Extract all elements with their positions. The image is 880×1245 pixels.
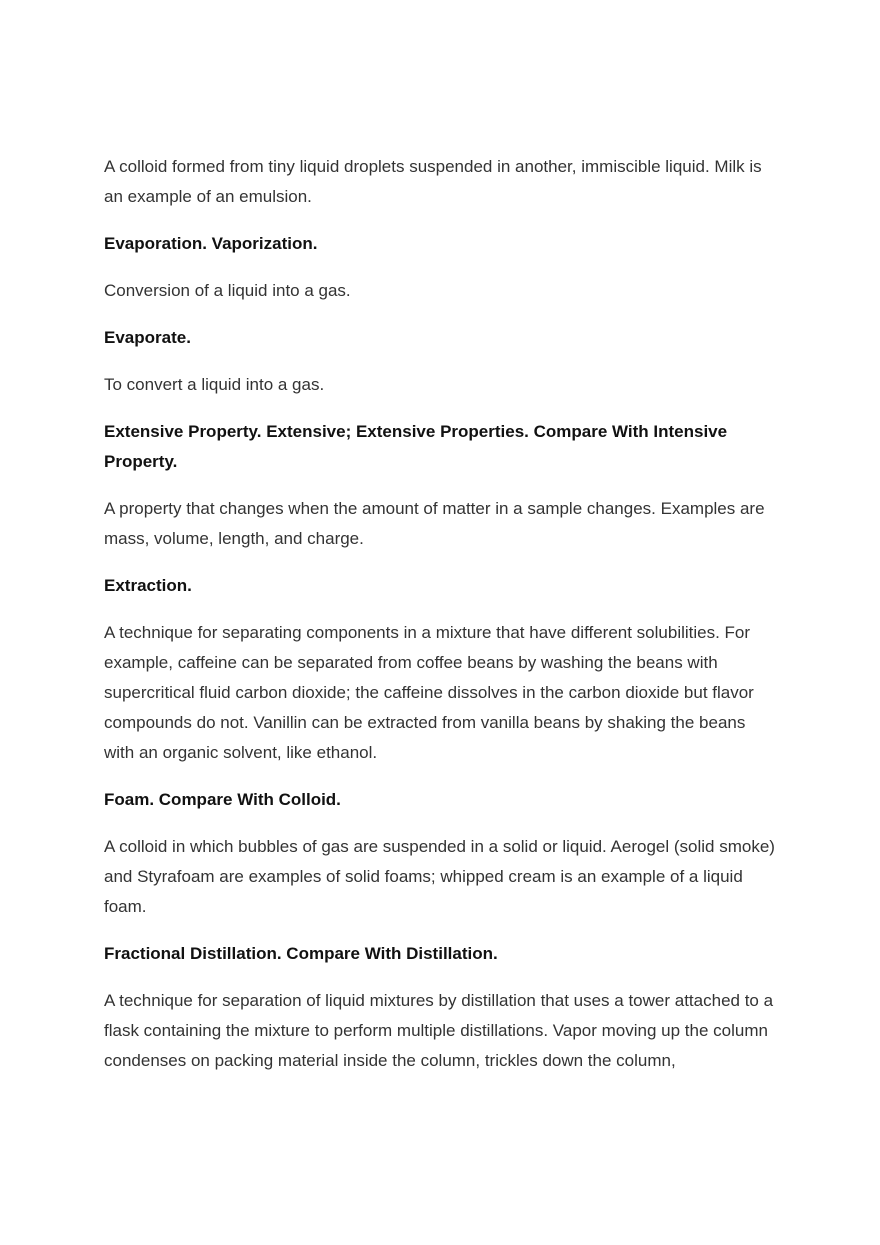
- definition-evaporation: Conversion of a liquid into a gas.: [104, 281, 351, 300]
- glossary-page: [104, 152, 780, 1093]
- term-extraction: Extraction.: [104, 576, 192, 595]
- term-fractional-distillation: Fractional Distillation. Compare With Distillation.: [104, 944, 498, 963]
- term-evaporate: Evaporate.: [104, 328, 191, 347]
- definition-fractional-distillation: A technique for separation of liquid mixtures by distillation that uses a tower attached to a flask containing the mixture to perform multiple distillations. Vapor moving up the column condenses on packing material inside the column, trickles down the column,: [104, 991, 774, 1070]
- definition-emulsion: A colloid formed from tiny liquid droplets suspended in another, immiscible liquid. Milk is an example of an emulsion.: [104, 157, 762, 206]
- definition-evaporate: To convert a liquid into a gas.: [104, 375, 325, 394]
- term-extensive-property: Extensive Property. Extensive; Extensive Properties. Compare With Intensive Property.: [104, 422, 728, 471]
- definition-extensive-property: A property that changes when the amount of matter in a sample changes. Examples are mass, volume, length, and charge.: [104, 499, 765, 548]
- term-evaporation: Evaporation. Vaporization.: [104, 234, 318, 253]
- definition-foam: A colloid in which bubbles of gas are suspended in a solid or liquid. Aerogel (solid smoke) and Styrafoam are examples of solid foams; whipped cream is an example of a liquid foam.: [104, 837, 775, 916]
- term-foam: Foam. Compare With Colloid.: [104, 790, 341, 809]
- definition-extraction: A technique for separating components in a mixture that have different solubilities. For example, caffeine can be separated from coffee beans by washing the beans with supercritical fluid carbon dioxide; the caffeine dissolves in the carbon dioxide but flavor compounds do not. Vanillin can be extracted from vanilla beans by shaking the beans with an organic solvent, like ethanol.: [104, 623, 754, 762]
